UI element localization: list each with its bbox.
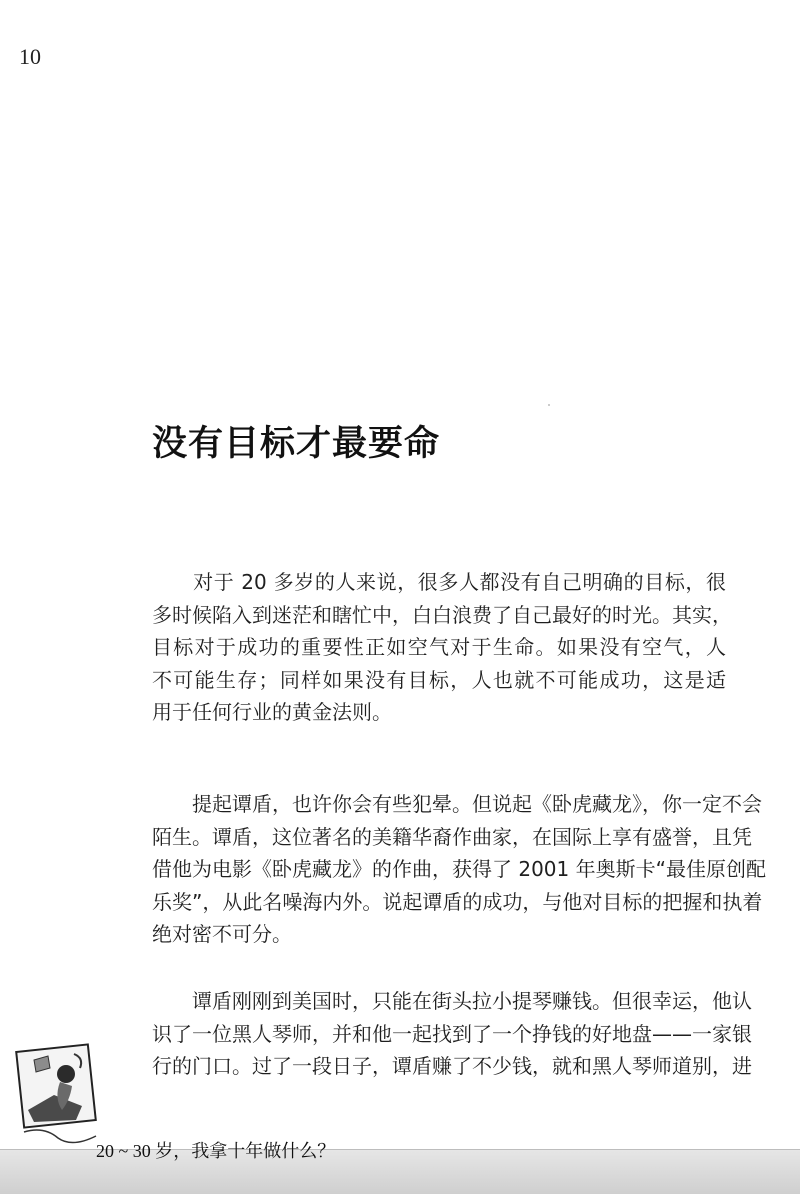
text-line: 不可能生存；同样如果没有目标，人也就不可能成功，这是适 (152, 667, 726, 692)
footer-illustration-icon (14, 1040, 104, 1148)
text-line: 提起谭盾，也许你会有些犯晕。但说起《卧虎藏龙》，你一定不会 (152, 792, 762, 816)
text-line: 借他为电影《卧虎藏龙》的作曲，获得了 2001 年奥斯卡“最佳原创配 (152, 857, 766, 882)
text-line: 乐奖”，从此名噪海内外。说起谭盾的成功，与他对目标的把握和执着 (152, 889, 763, 914)
text-line: 目标对于成功的重要性正如空气对于生命。如果没有空气，人 (152, 635, 726, 660)
chapter-title: 没有目标才最要命 (152, 424, 441, 464)
page-number: 10 (19, 44, 41, 69)
paragraph-1 (152, 566, 732, 729)
text-line: 对于 20 多岁的人来说，很多人都没有自己明确的目标，很 (152, 570, 726, 594)
running-footer: 20 ~ 30 岁，我拿十年做什么？ (96, 1141, 336, 1161)
scan-speck (548, 404, 550, 406)
text-line: 多时候陷入到迷茫和瞎忙中，白白浪费了自己最好的时光。其实， (152, 602, 732, 627)
paragraph-2 (152, 788, 766, 951)
text-line: 识了一位黑人琴师，并和他一起找到了一个挣钱的好地盘——一家银 (152, 1021, 752, 1046)
text-line: 绝对密不可分。 (152, 922, 292, 947)
text-line: 行的门口。过了一段日子，谭盾赚了不少钱，就和黑人琴师道别，进 (152, 1054, 752, 1079)
paragraph-3 (152, 985, 752, 1083)
text-line: 谭盾刚刚到美国时，只能在街头拉小提琴赚钱。但很幸运，他认 (152, 989, 752, 1013)
text-line: 陌生。谭盾，这位著名的美籍华裔作曲家，在国际上享有盛誉，且凭 (152, 824, 752, 849)
text-line: 用于任何行业的黄金法则。 (152, 700, 392, 725)
